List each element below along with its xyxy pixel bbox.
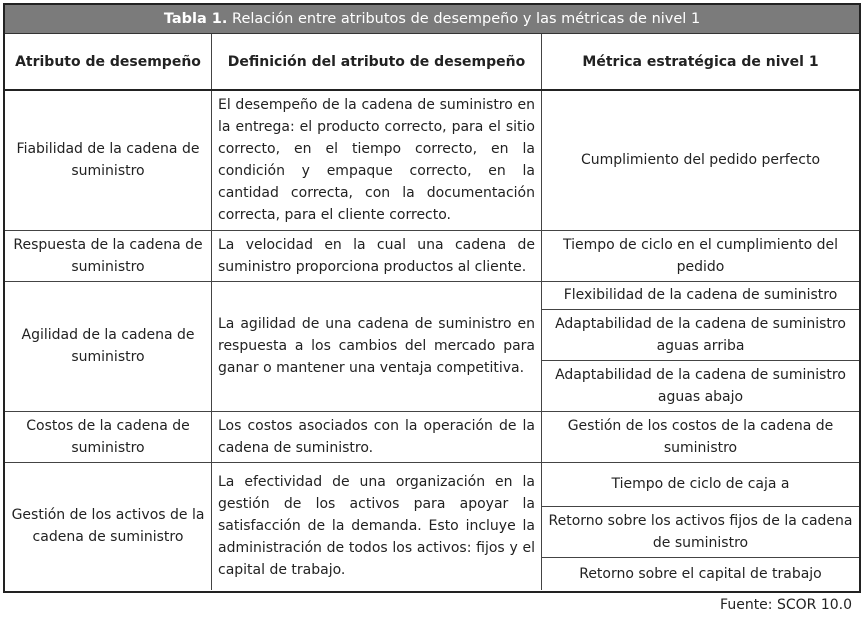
table-row bbox=[5, 462, 859, 506]
metrics-table bbox=[5, 34, 859, 590]
header-row bbox=[5, 34, 859, 90]
metric-cell: Retorno sobre el capital de trabajo bbox=[542, 557, 860, 590]
caption-label: Tabla 1. bbox=[163, 11, 228, 27]
attribute-cell: Fiabilidad de la cadena de suministro bbox=[5, 90, 212, 230]
definition-cell: El desempeño de la cadena de suministro en la entrega: el producto correcto, para el sitio correcto, en el tiempo correcto, en la condición y empaque correcto, en la cantidad correcta, con la documentación correcta, para el cliente correcto. bbox=[212, 90, 542, 230]
source-note: Fuente: SCOR 10.0 bbox=[720, 597, 852, 613]
header-attribute: Atributo de desempeño bbox=[5, 34, 212, 90]
attribute-cell: Costos de la cadena de suministro bbox=[5, 411, 212, 462]
metric-cell: Tiempo de ciclo de caja a bbox=[542, 462, 860, 506]
table-row bbox=[5, 281, 859, 309]
metric-cell: Tiempo de ciclo en el cumplimiento del pedido bbox=[542, 230, 860, 281]
definition-cell: La efectividad de una organización en la gestión de los activos para apoyar la satisfacción de la demanda. Esto incluye la administración de todos los activos: fijos y el capital de trabajo. bbox=[212, 462, 542, 590]
definition-cell: La agilidad de una cadena de suministro en respuesta a los cambios del mercado para ganar o mantener una ventaja competitiva. bbox=[212, 281, 542, 411]
table-row bbox=[5, 411, 859, 462]
table-caption bbox=[5, 5, 859, 34]
metric-cell: Adaptabilidad de la cadena de suministro aguas arriba bbox=[542, 309, 860, 360]
metric-cell: Adaptabilidad de la cadena de suministro aguas abajo bbox=[542, 360, 860, 411]
header-metric: Métrica estratégica de nivel 1 bbox=[542, 34, 860, 90]
metric-cell: Flexibilidad de la cadena de suministro bbox=[542, 281, 860, 309]
table-frame bbox=[3, 3, 861, 593]
caption-text: Relación entre atributos de desempeño y las métricas de nivel 1 bbox=[227, 11, 701, 27]
metric-cell: Retorno sobre los activos fijos de la cadena de suministro bbox=[542, 506, 860, 557]
definition-cell: La velocidad en la cual una cadena de suministro proporciona productos al cliente. bbox=[212, 230, 542, 281]
table-row bbox=[5, 90, 859, 230]
attribute-cell: Gestión de los activos de la cadena de suministro bbox=[11, 507, 205, 546]
header-definition: Definición del atributo de desempeño bbox=[212, 34, 542, 90]
table-row bbox=[5, 230, 859, 281]
definition-cell: Los costos asociados con la operación de la cadena de suministro. bbox=[212, 411, 542, 462]
metric-cell: Gestión de los costos de la cadena de suministro bbox=[542, 411, 860, 462]
attribute-cell: Agilidad de la cadena de suministro bbox=[5, 281, 212, 411]
attribute-cell: Respuesta de la cadena de suministro bbox=[5, 230, 212, 281]
metric-cell: Cumplimiento del pedido perfecto bbox=[542, 90, 860, 230]
